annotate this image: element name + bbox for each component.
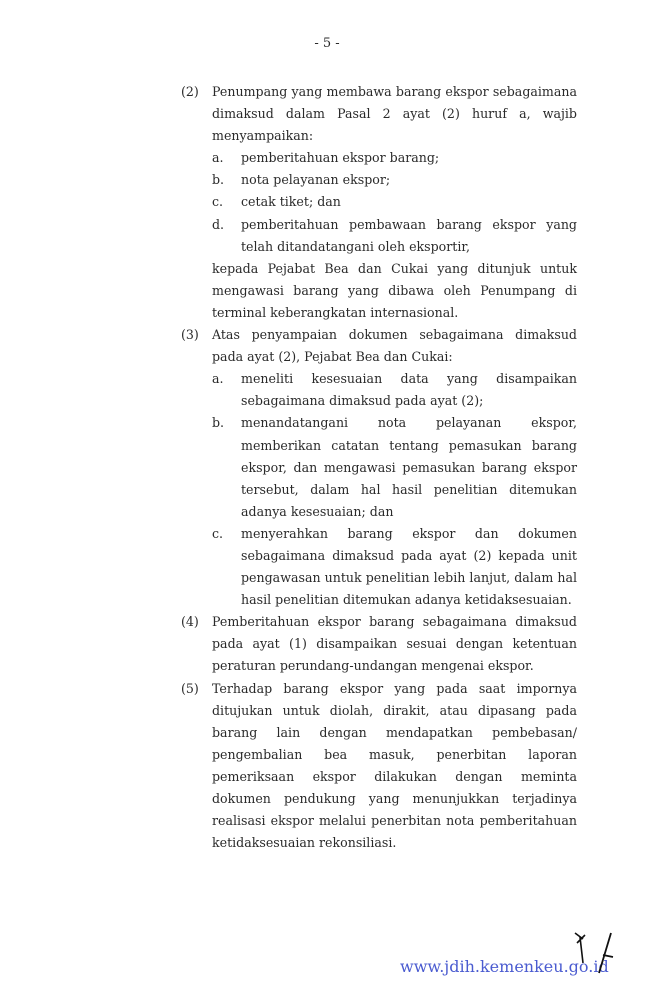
line-text: telah ditandatangani oleh eksportir, — [241, 238, 471, 254]
text-line — [0, 744, 654, 766]
line-text: dokumen pendukung yang menunjukkan terjadinya — [212, 791, 577, 806]
line-text: Terhadap barang ekspor yang pada saat impornya — [212, 680, 577, 696]
line-text: menandatangani nota pelayanan ekspor, — [241, 415, 577, 431]
paraf-signature-icon — [565, 925, 625, 975]
line-text: pemberitahuan ekspor barang; — [241, 150, 440, 166]
text-line — [0, 457, 654, 479]
item-letter: b. — [212, 415, 225, 431]
text-line — [0, 655, 654, 677]
line-text: peraturan perundang-undangan mengenai ekspor. — [212, 658, 534, 674]
line-text: terminal keberangkatan internasional. — [212, 304, 459, 320]
text-line — [0, 368, 654, 390]
line-text: tersebut, dalam hal hasil penelitian ditemukan — [241, 481, 577, 497]
text-line — [0, 390, 654, 412]
line-text: pengembalian bea masuk, penerbitan laporan — [212, 746, 577, 762]
line-text: pemberitahuan pembawaan barang ekspor yang — [241, 216, 577, 232]
line-text: sebagaimana dimaksud pada ayat (2) kepada unit — [241, 547, 577, 563]
line-text: mengawasi barang yang dibawa oleh Penumpang di — [212, 282, 577, 298]
line-text: pada ayat (1) disampaikan sesuai dengan ketentuan — [212, 636, 577, 652]
item-letter: d. — [212, 216, 225, 232]
line-text: cetak tiket; dan — [241, 194, 341, 210]
line-text: menyampaikan: — [212, 128, 314, 144]
line-text: pemeriksaan ekspor dilakukan dengan meminta — [212, 768, 577, 784]
paragraph-number: (3) — [181, 327, 199, 343]
text-line — [0, 191, 654, 213]
line-text: kepada Pejabat Bea dan Cukai yang ditunjuk untuk — [212, 260, 577, 276]
text-line — [0, 103, 654, 125]
text-line — [0, 346, 654, 368]
line-text: ekspor, dan mengawasi pemasukan barang ekspor — [241, 459, 577, 475]
item-letter: a. — [212, 150, 224, 166]
text-line — [0, 523, 654, 545]
line-text: memberikan catatan tentang pemasukan barang — [241, 437, 577, 453]
text-line — [0, 611, 654, 633]
line-text: Atas penyampaian dokumen sebagaimana dimaksud — [212, 327, 577, 343]
text-line — [0, 81, 654, 103]
text-line — [0, 412, 654, 434]
text-line — [0, 678, 654, 700]
text-line — [0, 501, 654, 523]
line-text: menyerahkan barang ekspor dan dokumen — [241, 525, 577, 541]
line-text: nota pelayanan ekspor; — [241, 172, 391, 188]
paragraph-number: (2) — [181, 84, 199, 99]
item-letter: b. — [212, 172, 225, 188]
item-letter: c. — [212, 525, 224, 541]
line-text: ditujukan untuk diolah, dirakit, atau dipasang pada — [212, 702, 577, 718]
text-line — [0, 788, 654, 810]
document-body — [0, 81, 654, 854]
text-line — [0, 125, 654, 147]
paragraph-number: (4) — [181, 614, 199, 630]
page-number: - 5 - — [314, 36, 340, 51]
text-line — [0, 567, 654, 589]
line-text: meneliti kesesuaian data yang disampaikan — [241, 371, 577, 387]
text-line — [0, 324, 654, 346]
text-line — [0, 169, 654, 191]
line-text: ketidaksesuaian rekonsiliasi. — [212, 835, 397, 851]
line-text: hasil penelitian ditemukan adanya ketidaksesuaian. — [241, 592, 572, 608]
text-line — [0, 280, 654, 302]
line-text: Pemberitahuan ekspor barang sebagaimana dimaksud — [212, 614, 577, 630]
text-line — [0, 700, 654, 722]
item-letter: a. — [212, 371, 224, 387]
text-line — [0, 479, 654, 501]
text-line — [0, 258, 654, 280]
text-line — [0, 810, 654, 832]
paragraph-number: (5) — [181, 680, 199, 696]
line-text: pengawasan untuk penelitian lebih lanjut, dalam hal — [241, 570, 577, 586]
text-line — [0, 832, 654, 854]
text-line — [0, 545, 654, 567]
line-text: sebagaimana dimaksud pada ayat (2); — [241, 393, 484, 409]
text-line — [0, 214, 654, 236]
line-text: realisasi ekspor melalui penerbitan nota pemberitahuan — [212, 813, 577, 829]
text-line — [0, 435, 654, 457]
item-letter: c. — [212, 194, 224, 210]
text-line — [0, 236, 654, 258]
line-text: Penumpang yang membawa barang ekspor sebagaimana — [212, 84, 577, 99]
footer-url[interactable]: www.jdih.kemenkeu.go.id — [400, 957, 609, 976]
line-text: dimaksud dalam Pasal 2 ayat (2) huruf a, wajib — [212, 106, 577, 122]
text-line — [0, 302, 654, 324]
text-line — [0, 633, 654, 655]
line-text: adanya kesesuaian; dan — [241, 503, 394, 519]
text-line — [0, 589, 654, 611]
text-line — [0, 766, 654, 788]
line-text: pada ayat (2), Pejabat Bea dan Cukai: — [212, 349, 453, 365]
text-line — [0, 147, 654, 169]
line-text: barang lain dengan mendapatkan pembebasan/ — [212, 724, 577, 740]
text-line — [0, 722, 654, 744]
